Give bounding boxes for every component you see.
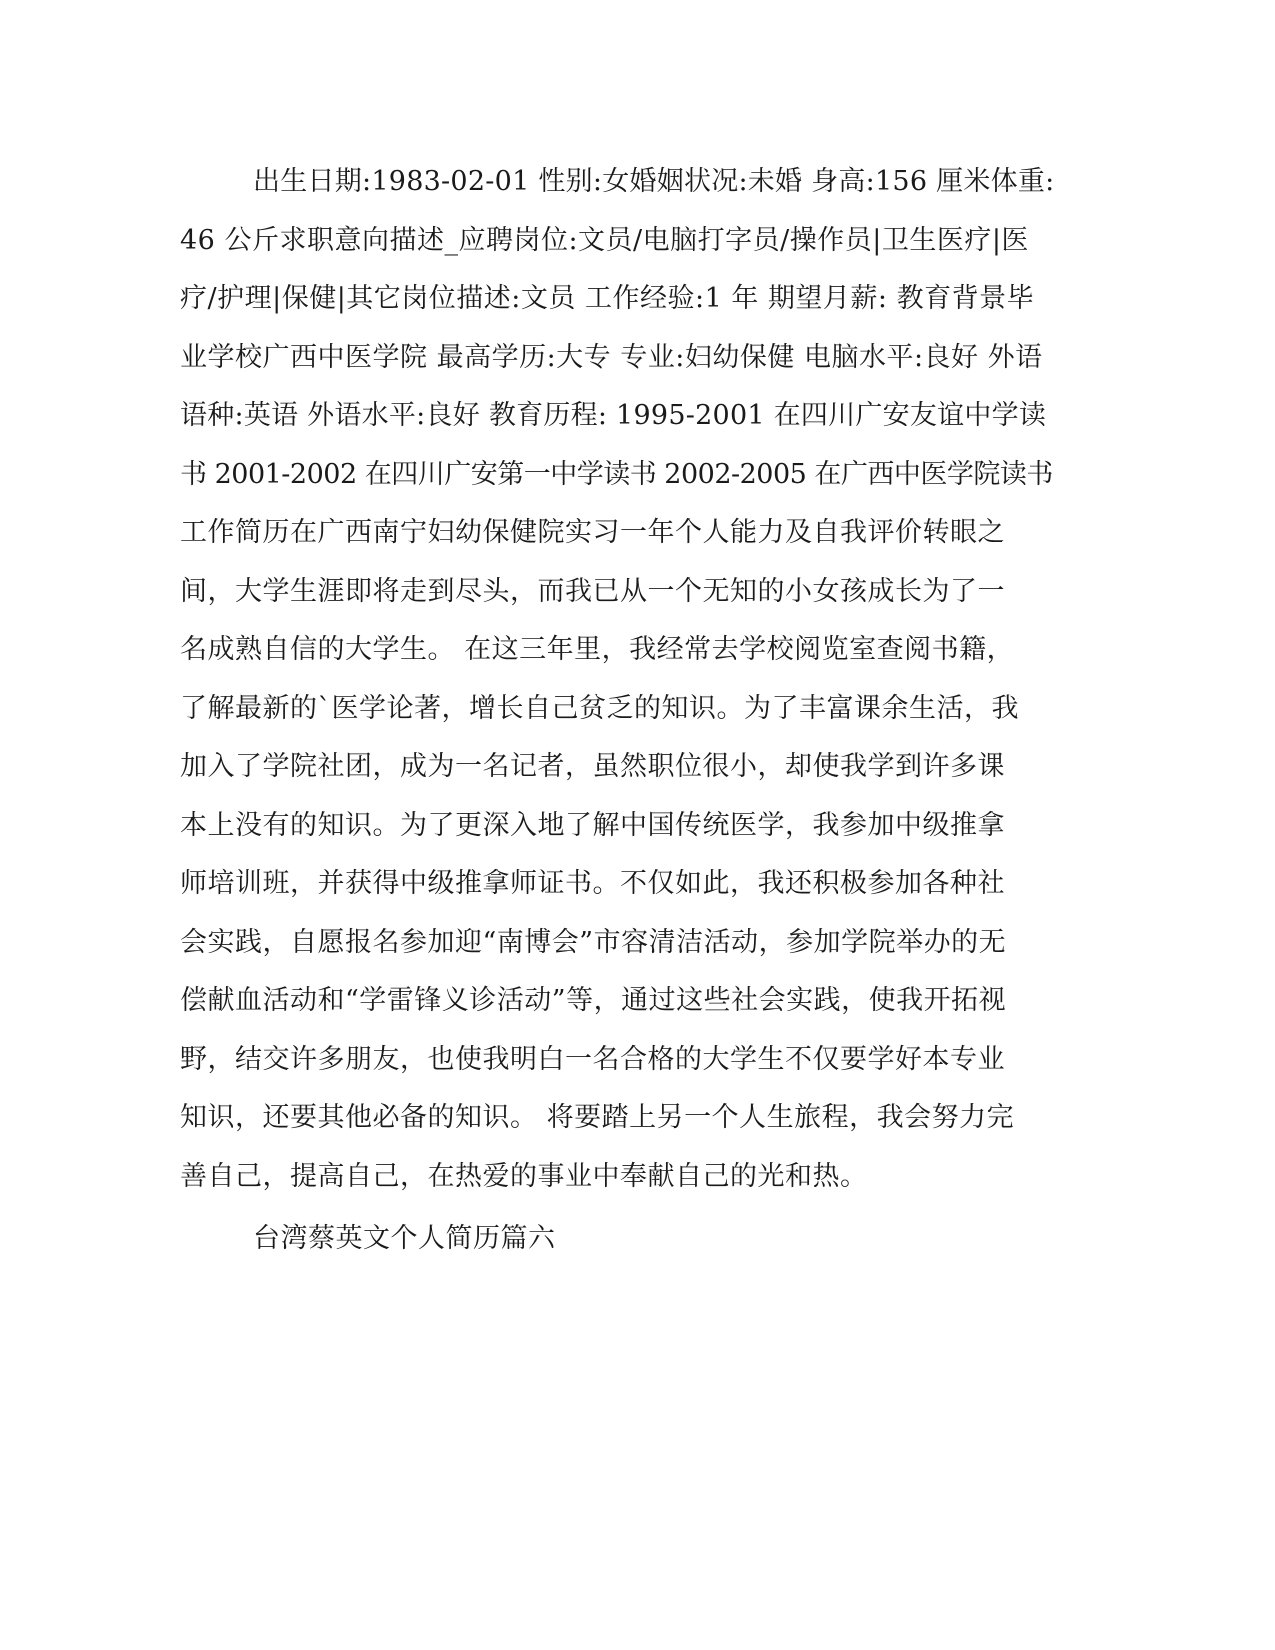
paragraph-line: 间，大学生涯即将走到尽头，而我已从一个无知的小女孩成长为了一 — [180, 576, 1005, 607]
paragraph-line: 出生日期:1983-02-01 性别:女婚姻状况:未婚 身高:156 厘米体重: — [253, 166, 1055, 197]
paragraph-line: 46 公斤求职意向描述_应聘岗位:文员/电脑打字员/操作员|卫生医疗|医 — [180, 225, 1029, 256]
paragraph-line: 师培训班，并获得中级推拿师证书。不仅如此，我还积极参加各种社 — [180, 868, 1005, 899]
paragraph-line: 书 2001-2002 在四川广安第一中学读书 2002-2005 在广西中医学院读书 — [180, 459, 1053, 490]
paragraph-line: 疗/护理|保健|其它岗位描述:文员 工作经验:1 年 期望月薪: 教育背景毕 — [180, 283, 1035, 314]
paragraph-line: 语种:英语 外语水平:良好 教育历程: 1995-2001 在四川广安友谊中学读 — [180, 400, 1047, 431]
paragraph-line: 会实践，自愿报名参加迎“南博会”市容清洁活动，参加学院举办的无 — [180, 927, 1007, 958]
paragraph-line: 本上没有的知识。为了更深入地了解中国传统医学，我参加中级推拿 — [180, 810, 1005, 841]
paragraph-line: 业学校广西中医学院 最高学历:大专 专业:妇幼保健 电脑水平:良好 外语 — [180, 342, 1043, 373]
paragraph-line: 偿献血活动和“学雷锋义诊活动”等，通过这些社会实践，使我开拓视 — [180, 985, 1007, 1016]
paragraph-line: 了解最新的`医学论著，增长自己贫乏的知识。为了丰富课余生活，我 — [180, 693, 1019, 724]
paragraph-line: 知识，还要其他必备的知识。 将要踏上另一个人生旅程，我会努力完 — [180, 1102, 1015, 1133]
section-heading: 台湾蔡英文个人简历篇六 — [253, 1223, 556, 1254]
paragraph-line: 善自己，提高自己，在热爱的事业中奉献自己的光和热。 — [180, 1161, 868, 1192]
paragraph-line: 加入了学院社团，成为一名记者，虽然职位很小，却使我学到许多课 — [180, 751, 1005, 782]
paragraph-line: 工作简历在广西南宁妇幼保健院实习一年个人能力及自我评价转眼之 — [180, 517, 1005, 548]
paragraph-line: 名成熟自信的大学生。 在这三年里，我经常去学校阅览室查阅书籍， — [180, 634, 1015, 665]
paragraph-line: 野，结交许多朋友，也使我明白一名合格的大学生不仅要学好本专业 — [180, 1044, 1005, 1075]
